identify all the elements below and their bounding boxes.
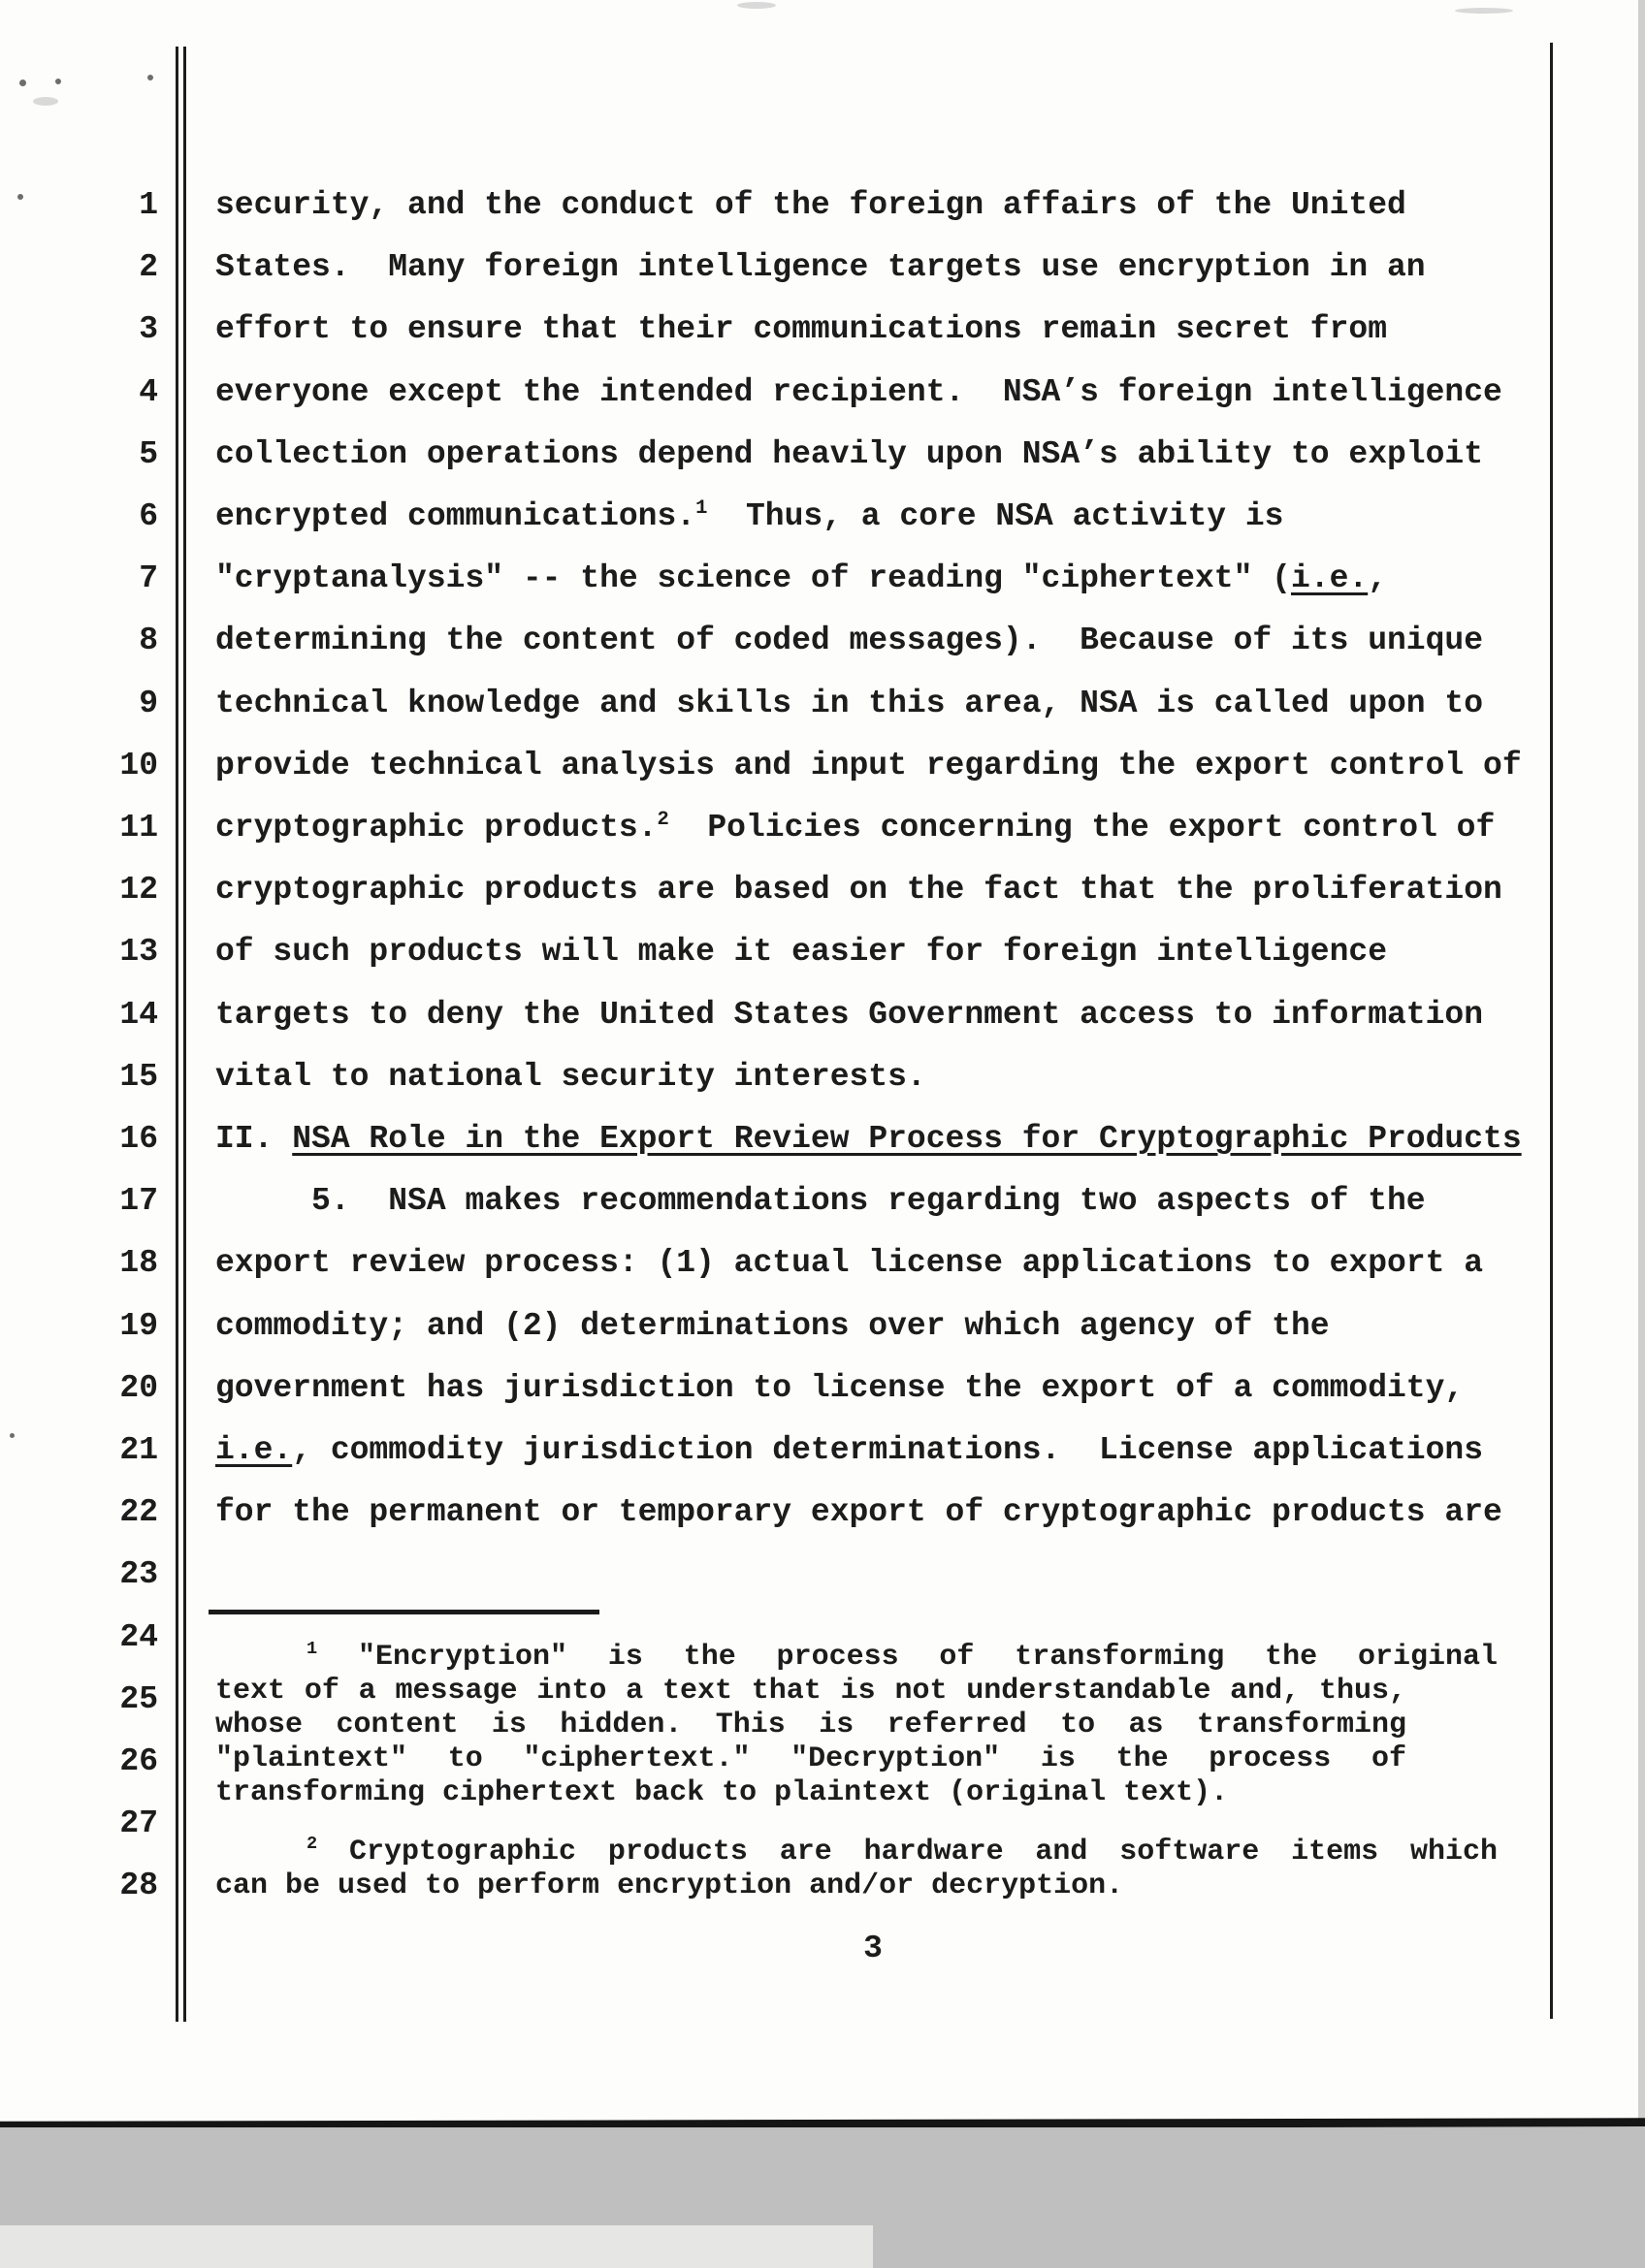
text-segment: technical knowledge and skills in this area, NSA is called upon to <box>215 685 1484 721</box>
body-line <box>215 310 1593 349</box>
text-segment: of such products will make it easier for foreign intelligence <box>215 934 1387 971</box>
text-segment: transforming ciphertext back to plaintext (original text). <box>215 1776 1229 1809</box>
body-line <box>215 933 1593 972</box>
scan-smudge <box>737 2 776 9</box>
body-line <box>215 871 1593 910</box>
footnote-line <box>215 1776 1406 1810</box>
text-segment: for the permanent or temporary export of cryptographic products are <box>215 1494 1502 1531</box>
footnote-line <box>215 1709 1406 1742</box>
line-number: 18 <box>119 1245 158 1282</box>
line-number: 2 <box>139 249 158 286</box>
text-segment: export review process: (1) actual license applications to export a <box>215 1245 1484 1282</box>
text-segment: provide technical analysis and input regarding the export control of <box>215 747 1522 783</box>
line-number: 12 <box>119 872 158 909</box>
line-number: 24 <box>119 1618 158 1655</box>
text-segment: "cryptanalysis" -- the science of reading "ciphertext" ( <box>215 560 1291 597</box>
text-segment: vital to national security interests. <box>215 1058 926 1095</box>
line-number: 16 <box>119 1121 158 1157</box>
line-number: 23 <box>119 1556 158 1593</box>
body-line <box>215 435 1593 474</box>
text-segment: "plaintext" to "ciphertext." "Decryption" is the process of <box>215 1742 1406 1775</box>
text-segment: text of a message into a text that is not understandable and, thus, <box>215 1675 1406 1708</box>
body-line <box>215 622 1593 660</box>
line-number: 4 <box>139 373 158 410</box>
body-line <box>215 1307 1593 1346</box>
line-number: 5 <box>139 435 158 472</box>
body-line <box>215 1369 1593 1408</box>
underlined-text: NSA Role in the Export Review Process for Cryptographic Products <box>292 1121 1522 1157</box>
text-segment: Cryptographic products are hardware and software items which <box>317 1836 1498 1869</box>
text-segment: , commodity jurisdiction determinations. License applications <box>292 1432 1484 1468</box>
scan-speck <box>10 1433 15 1438</box>
line-number: 19 <box>119 1307 158 1344</box>
text-segment: Policies concerning the export control of <box>668 810 1496 846</box>
body-line <box>215 996 1593 1035</box>
text-segment: security, and the conduct of the foreign affairs of the United <box>215 187 1406 223</box>
line-number: 17 <box>119 1183 158 1220</box>
body-line <box>215 248 1593 287</box>
line-number: 21 <box>119 1432 158 1468</box>
text-segment: encrypted communications. <box>215 498 696 534</box>
text-segment: effort to ensure that their communications remain secret from <box>215 311 1387 348</box>
scan-speck <box>17 194 23 200</box>
body-line <box>215 186 1593 225</box>
footnote-line <box>215 1641 1498 1675</box>
scan-smudge <box>33 97 58 106</box>
scan-speck <box>147 75 153 80</box>
text-segment: determining the content of coded messages). Because of its unique <box>215 623 1484 659</box>
line-number: 10 <box>119 747 158 783</box>
line-number: 22 <box>119 1494 158 1531</box>
footnote-line <box>215 1836 1498 1869</box>
text-segment: government has jurisdiction to license the export of a commodity, <box>215 1369 1465 1406</box>
text-segment: can be used to perform encryption and/or decryption. <box>215 1869 1124 1902</box>
line-number: 1 <box>139 187 158 223</box>
footnote-marker: 1 <box>306 1639 318 1659</box>
line-number: 13 <box>119 934 158 971</box>
body-line <box>215 559 1593 598</box>
line-number: 14 <box>119 996 158 1033</box>
body-line <box>215 1244 1593 1283</box>
text-segment: 5. NSA makes recommendations regarding two aspects of the <box>215 1183 1426 1220</box>
line-number: 15 <box>119 1058 158 1095</box>
body-line <box>215 497 1593 536</box>
left-double-rule-inner <box>183 47 186 2022</box>
scan-speck <box>55 79 61 84</box>
footnote-line <box>215 1869 1406 1903</box>
line-number: 8 <box>139 623 158 659</box>
text-segment: commodity; and (2) determinations over which agency of the <box>215 1307 1330 1344</box>
footnote-marker: 1 <box>695 497 708 520</box>
line-number: 3 <box>139 311 158 348</box>
line-number: 25 <box>119 1680 158 1717</box>
text-segment: everyone except the intended recipient. NSA’s foreign intelligence <box>215 373 1502 410</box>
line-number: 11 <box>119 810 158 846</box>
text-segment: States. Many foreign intelligence targets use encryption in an <box>215 249 1426 286</box>
body-line <box>215 1431 1593 1470</box>
text-segment: collection operations depend heavily upon NSA’s ability to exploit <box>215 435 1484 472</box>
scan-smudge <box>1455 8 1513 14</box>
line-number: 7 <box>139 560 158 597</box>
body-line <box>215 747 1593 785</box>
line-number: 26 <box>119 1743 158 1779</box>
footnote-marker: 2 <box>306 1834 318 1854</box>
text-segment: , <box>1368 560 1388 597</box>
line-number: 9 <box>139 685 158 721</box>
page-number: 3 <box>863 1931 883 1966</box>
line-number: 6 <box>139 498 158 534</box>
body-line <box>215 1058 1593 1097</box>
text-segment: Thus, a core NSA activity is <box>707 498 1284 534</box>
text-segment: II. <box>215 1121 293 1157</box>
body-line <box>215 1182 1593 1221</box>
footnote-line <box>215 1742 1406 1776</box>
text-segment: cryptographic products are based on the fact that the proliferation <box>215 872 1502 909</box>
text-segment: whose content is hidden. This is referred to as transforming <box>215 1709 1406 1741</box>
footnote-line <box>215 1675 1406 1709</box>
body-line <box>215 809 1593 847</box>
scan-speck <box>19 80 26 86</box>
underlined-text: i.e. <box>215 1432 293 1468</box>
line-number: 20 <box>119 1369 158 1406</box>
body-line <box>215 685 1593 723</box>
body-line <box>215 373 1593 412</box>
footnote-separator <box>209 1610 599 1614</box>
footnote-marker: 2 <box>657 809 669 831</box>
left-double-rule-outer <box>176 47 178 2022</box>
body-line <box>215 1120 1593 1159</box>
scan-right-edge-shade <box>1638 0 1645 2124</box>
line-number: 27 <box>119 1805 158 1842</box>
scanner-background-light-band <box>0 2225 873 2268</box>
text-segment: cryptographic products. <box>215 810 658 846</box>
underlined-text: i.e. <box>1290 560 1369 597</box>
line-number: 28 <box>119 1868 158 1904</box>
text-segment: "Encryption" is the process of transforming the original <box>317 1641 1498 1674</box>
body-line <box>215 1493 1593 1532</box>
text-segment: targets to deny the United States Government access to information <box>215 996 1484 1033</box>
